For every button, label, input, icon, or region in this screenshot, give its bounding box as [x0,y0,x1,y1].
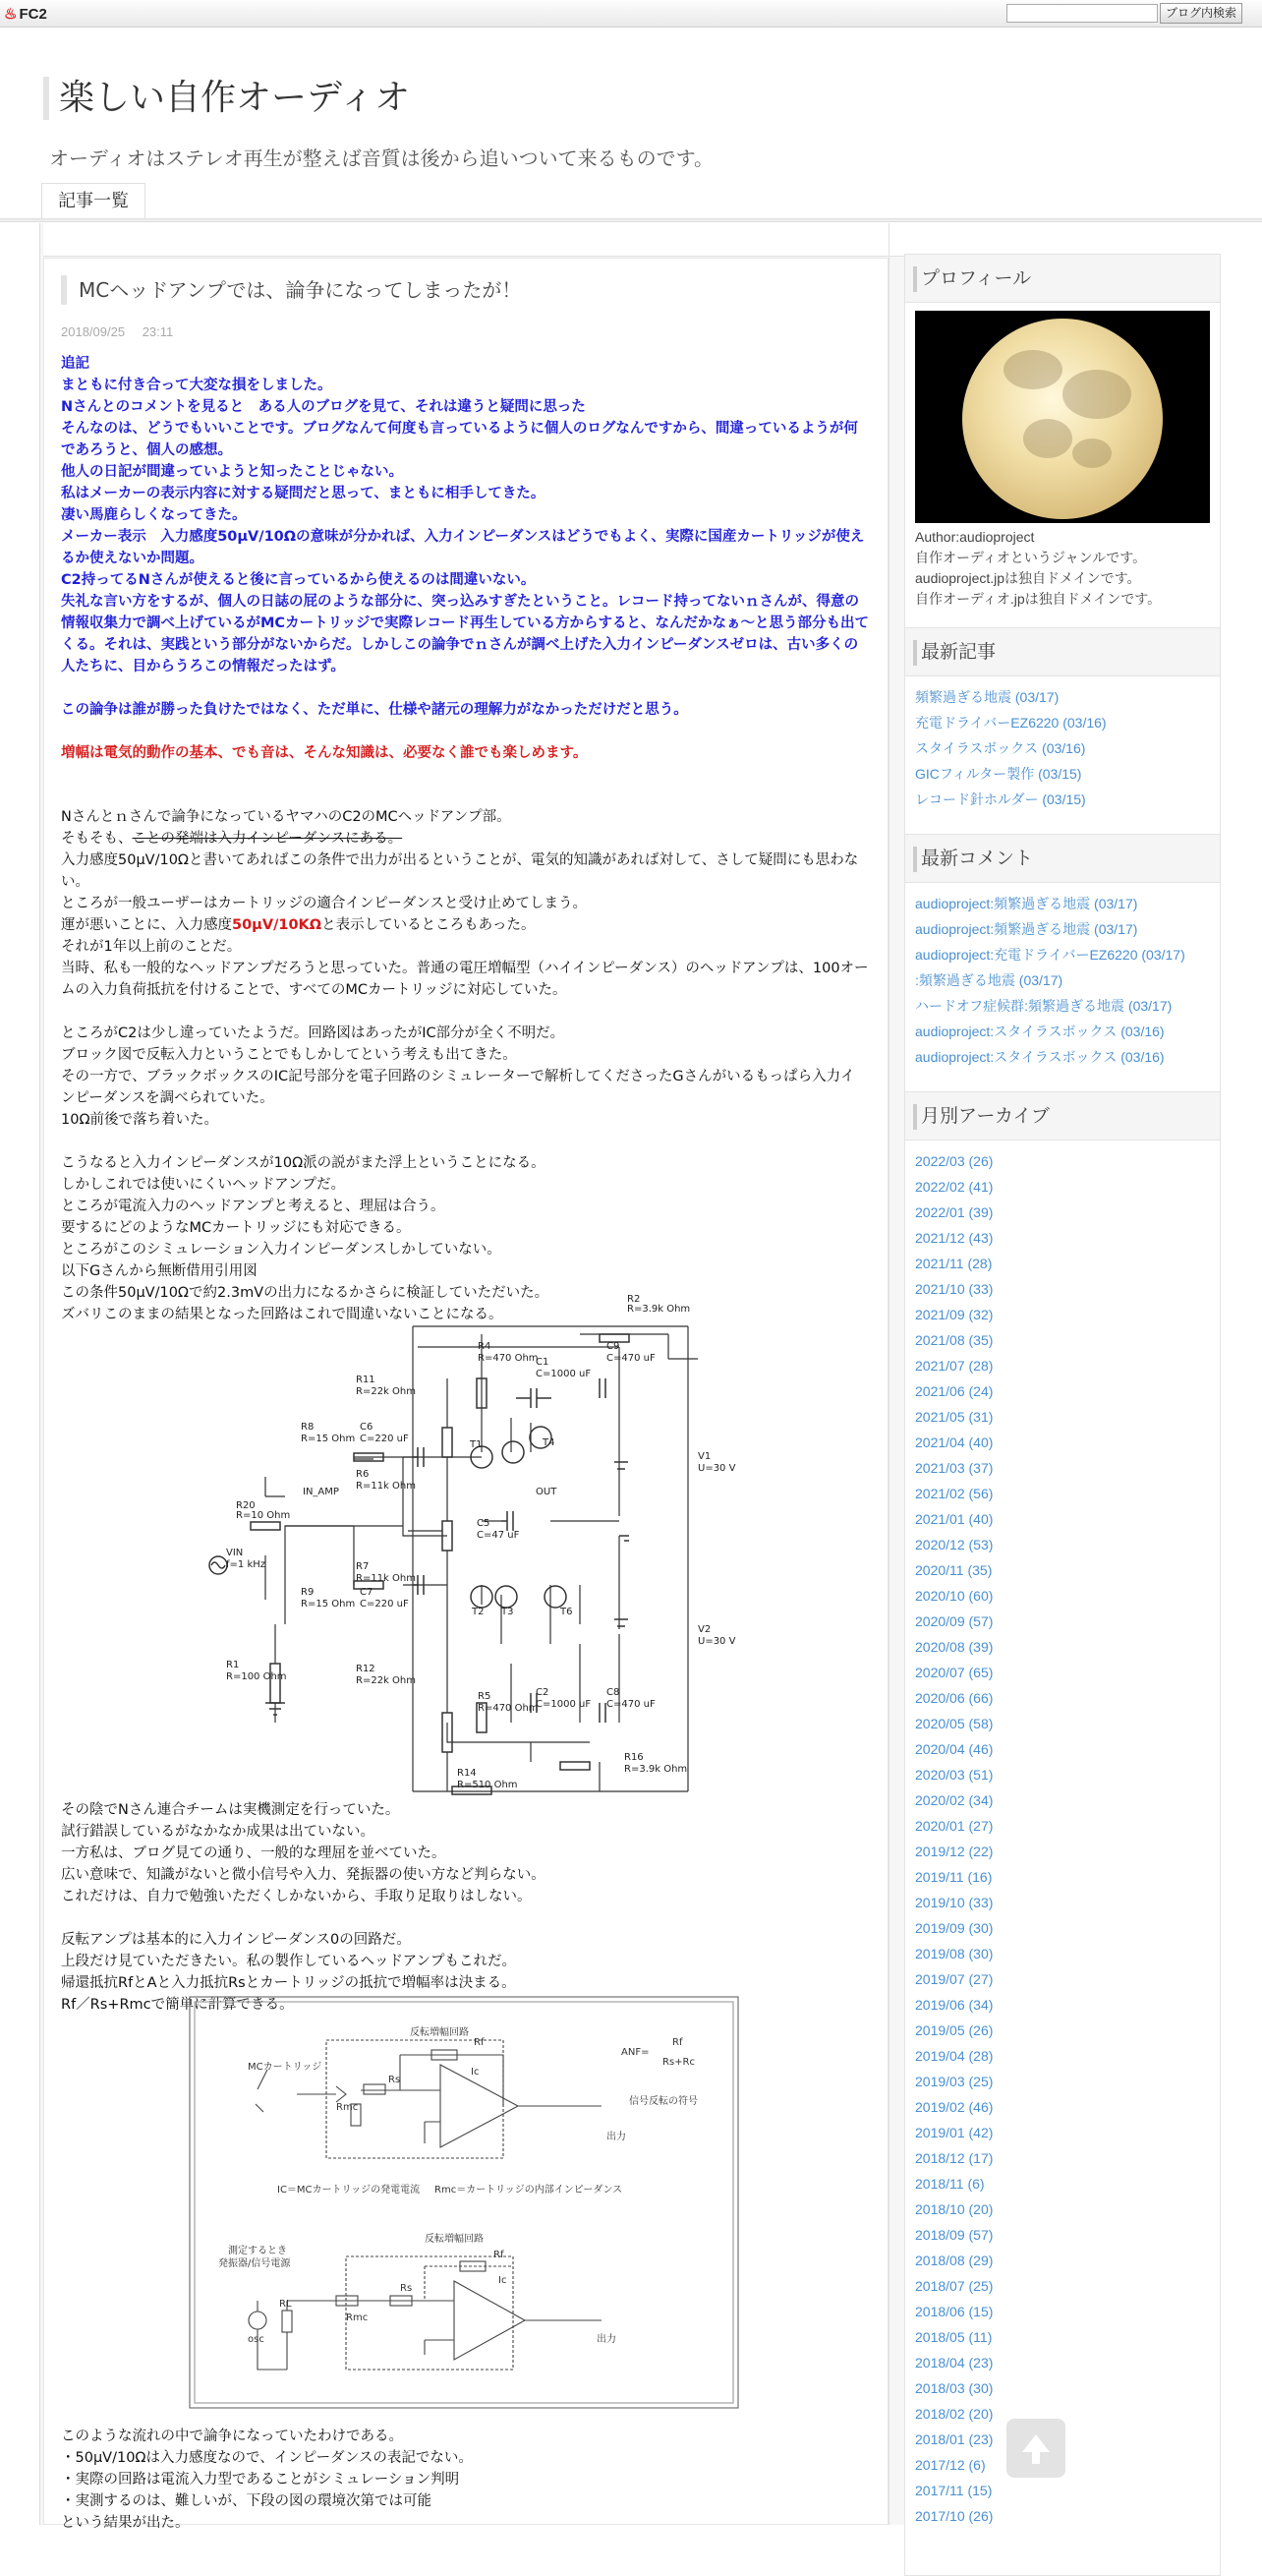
label-c7-value: C=220 uF [360,1599,409,1610]
label-r20: R20 [236,1500,256,1511]
diagram-anf-denominator: Rs+Rc [662,2057,695,2068]
text-line: 帰還抵抗RfとAと入力抵抗Rsとカートリッジの抵抗で増幅率は決まる。 [61,1975,516,1991]
label-c2: C2 [536,1687,549,1698]
archive-month-link[interactable]: 2018/09 (57) [915,2227,994,2243]
label-c9-value: C=470 uF [606,1353,656,1364]
archive-month-link[interactable]: 2019/08 (30) [915,1946,994,1961]
content-top-strip [43,223,1221,257]
archive-month-link[interactable]: 2019/03 (25) [915,2074,994,2089]
archive-month-link[interactable]: 2020/01 (27) [915,1818,994,1834]
text-line: 一方私は、ブログ見ての通り、一般的な理屈を並べていた。 [61,1845,446,1861]
diagram-rmc2-label: Rmc [346,2313,369,2323]
text-line: ところが一般ユーザーはカートリッジの適合インピーダンスと受け止めてしまう。 [61,896,588,911]
archive-month-link[interactable]: 2018/02 (20) [915,2406,994,2422]
label-r8: R8 [301,1422,315,1433]
diagram-ic2-label: Ic [498,2275,507,2286]
diagram-ic-label: Ic [471,2067,480,2078]
label-c7: C7 [360,1587,373,1598]
diagram-mc-label: MCカートリッジ [248,2062,322,2073]
label-r12-value: R=22k Ohm [356,1675,416,1686]
archive-month-link[interactable]: 2018/03 (30) [915,2380,994,2396]
archive-month-link[interactable]: 2018/06 (15) [915,2304,994,2319]
nav-divider [0,218,1262,222]
recent-comment-link[interactable]: audioproject:充電ドライバーEZ6220 (03/17) [915,947,1185,963]
diagram-out2-label: 出力 [597,2334,616,2345]
archive-month-link[interactable]: 2021/05 (31) [915,1409,994,1425]
text-line: ・実際の回路は電流入力型であることがシミュレーション判明 [61,2472,460,2488]
text-line: しかしこれでは使いにくいヘッドアンプだ。 [61,1177,345,1193]
label-r9-value: R=15 Ohm [301,1599,356,1610]
blue-line: メーカー表示 入力感度50μV/10Ωの意味が分かれば、入力インピーダンスはどうでもよく、実際に国産カートリッジが使えるか使えないか問題。 [61,529,865,566]
article-date [61,324,187,339]
blog-description: オーディオはステレオ再生が整えば音質は後から追いついて来るものです。 [49,146,714,170]
archive-month-link[interactable]: 2018/04 (23) [915,2355,994,2371]
label-c8-value: C=470 uF [606,1699,656,1710]
label-r6: R6 [356,1469,370,1480]
text-line: 上段だけ見ていただきたい。私の製作しているヘッドアンプもこれだ。 [61,1954,516,1969]
label-out: OUT [536,1487,557,1497]
text-line: ・50μV/10Ωは入力感度なので、インピーダンスの表記でない。 [61,2450,473,2466]
label-r1: R1 [226,1660,240,1670]
archive-month-link[interactable]: 2017/11 (15) [915,2483,993,2498]
inverting-amp-diagram-image [189,1996,739,2409]
archive-month-link[interactable]: 2018/10 (20) [915,2201,994,2217]
recent-comment-link[interactable]: audioproject:頻繁過ぎる地震 (03/17) [915,896,1138,911]
archive-month-link[interactable]: 2020/03 (51) [915,1767,994,1783]
scroll-to-top-button[interactable] [1006,2419,1065,2478]
text-line: 反転アンプは基本的に入力インピーダンス0の回路だ。 [61,1932,411,1948]
label-r12: R12 [356,1664,375,1674]
diagram-rs2-label: Rs [400,2283,413,2294]
archive-month-link[interactable]: 2019/02 (46) [915,2099,994,2115]
profile-line: audioproject.jpは独自ドメインです。 [915,570,1141,586]
archive-month-link[interactable]: 2019/05 (26) [915,2022,994,2038]
label-r6-value: R=11k Ohm [356,1481,416,1492]
text-line: その陰でNさん連合チームは実機測定を行っていた。 [61,1802,400,1818]
archive-month-link[interactable]: 2018/12 (17) [915,2150,994,2166]
archive-month-link[interactable]: 2021/07 (28) [915,1358,994,1374]
blue-line: 追記 [61,356,89,372]
red-highlight: 50μV/10KΩ [232,917,322,933]
archive-month-link[interactable]: 2019/01 (42) [915,2125,994,2140]
recent-comment-link[interactable]: :頻繁過ぎる地震 (03/17) [915,972,1063,988]
headamp-schematic-image [206,1290,737,1801]
archive-month-link[interactable]: 2020/11 (35) [915,1562,993,1578]
text-line: ・実測するのは、難しいが、下段の図の環境次第では可能 [61,2493,431,2509]
label-vin: VIN [226,1548,244,1558]
archive-month-link[interactable]: 2021/04 (40) [915,1434,994,1450]
fc2-logo-icon: ♨ [4,6,18,23]
label-v1: V1 [698,1451,712,1462]
sidebar-recent-comments [904,834,1221,1125]
text-line: ところがこのシミュレーション入力インピーダンスしかしていない。 [61,1242,501,1258]
article-date-day: 2018/09/25 [61,324,126,339]
text-line: 入力感度50μV/10Ωと書いてあればこの条件で出力が出るということが、電気的知識があれば対して、さして疑問にも思わない。 [61,852,859,890]
label-vin-value: f=1 kHz [226,1559,265,1570]
blue-line: 失礼な言い方をするが、個人の日誌の屁のような部分に、突っ込みすぎたということ。レコード持ってないｎさんが、得意の情報収集力で調べ上げているがMCカートリッジで実際レコード再生している方からすると、なんだかなぁ～と思う部分も出てくる。それは、実践という部分がないからだ。しかしこの論争でｎさんが調べ上げた入力インピーダンスゼロは、古い多くの人たちに、目からうろこの情報だったはず。 [61,594,869,674]
text-line: 当時、私も一般的なヘッドアンプだろうと思っていた。普通の電圧増幅型（ハイインピーダンス）のヘッドアンプは、100オームの入力負荷抵抗を付けることで、すべてのMCカートリッジに対応していた。 [61,961,869,998]
label-r16: R16 [624,1752,644,1763]
diagram-top-title: 反転増幅回路 [410,2027,469,2038]
article-para-4 [61,1799,869,2016]
text-line: このような流れの中で論争になっていたわけである。 [61,2429,403,2444]
recent-comments-heading: 最新コメント [904,834,1221,883]
label-c1: C1 [536,1357,549,1368]
archive-month-link[interactable]: 2021/01 (40) [915,1511,994,1527]
label-r9: R9 [301,1587,315,1598]
recent-posts-heading: 最新記事 [904,627,1221,676]
label-c8: C8 [606,1687,620,1698]
sidebar-recent-posts [904,627,1221,836]
text-line: という結果が出た。 [61,2515,190,2531]
archive-month-link[interactable]: 2020/09 (57) [915,1613,994,1629]
recent-post-link[interactable]: 頻繁過ぎる地震 (03/17) [915,689,1060,705]
fc2-toolbar [0,0,1262,28]
label-r20-value: R=10 Ohm [236,1510,291,1521]
archive-month-link[interactable]: 2020/10 (60) [915,1588,994,1604]
diagram-out-label: 出力 [606,2132,626,2142]
nav-tab-article-list[interactable]: 記事一覧 [41,183,145,218]
diagram-sign-label: 信号反転の符号 [629,2096,698,2107]
text-line: こうなると入力インピーダンスが10Ω派の説がまた浮上ということになる。 [61,1155,545,1171]
blog-search-button[interactable]: ブログ内検索 [1160,3,1242,24]
label-r5: R5 [478,1691,491,1702]
label-r5-value: R=470 Ohm [478,1703,539,1714]
diagram-rs-label: Rs [388,2075,401,2085]
label-c5-value: C=47 uF [477,1530,520,1541]
label-r2-value: R=3.9k Ohm [627,1304,691,1315]
label-v2-value: U=30 V [698,1636,736,1647]
label-v2: V2 [698,1624,712,1635]
label-r11-value: R=22k Ohm [356,1386,416,1397]
label-v1-value: U=30 V [698,1463,736,1474]
fc2-logo[interactable]: ♨ FC2 [4,6,47,23]
blue-conclusion: この論争は誰が勝った負けたではなく、ただ単に、仕様や諸元の理解力がなかっただけだと思う。 [61,702,688,718]
blog-search-input[interactable] [1006,4,1158,23]
label-r14: R14 [457,1768,477,1779]
archive-month-link[interactable]: 2019/07 (27) [915,1971,994,1987]
archive-month-link[interactable]: 2021/11 (28) [915,1256,993,1271]
archive-month-link[interactable]: 2018/11 (6) [915,2176,985,2192]
archive-month-link[interactable]: 2020/08 (39) [915,1639,994,1655]
archive-month-link[interactable]: 2021/02 (56) [915,1486,994,1501]
label-t6: T6 [560,1607,573,1617]
label-r4-value: R=470 Ohm [478,1353,539,1364]
archive-month-link[interactable]: 2021/08 (35) [915,1332,994,1348]
label-r4: R4 [478,1341,491,1352]
archive-month-link[interactable]: 2021/09 (32) [915,1307,994,1322]
archive-month-link[interactable]: 2020/05 (58) [915,1716,994,1731]
label-r8-value: R=15 Ohm [301,1434,356,1444]
archive-heading: 月別アーカイブ [904,1091,1221,1141]
label-t3: T3 [501,1607,514,1617]
article-title[interactable]: MCヘッドアンプでは、論争になってしまったが！ [61,275,521,305]
label-r7: R7 [356,1561,370,1572]
recent-post-link[interactable]: 充電ドライバーEZ6220 (03/16) [915,715,1107,731]
archive-month-link[interactable]: 2017/10 (26) [915,2508,994,2524]
archive-month-link[interactable]: 2018/07 (25) [915,2278,994,2294]
archive-month-link[interactable]: 2019/06 (34) [915,1997,994,2013]
text-line: 10Ω前後で落ち着いた。 [61,1112,219,1128]
sidebar-profile [904,254,1221,661]
label-in-amp: IN_AMP [303,1487,339,1497]
archive-month-link[interactable]: 2021/03 (37) [915,1460,994,1476]
label-r7-value: R=11k Ohm [356,1573,416,1584]
label-r14-value: R=510 Ohm [457,1780,518,1790]
archive-month-link[interactable]: 2022/03 (26) [915,1153,994,1169]
label-t4: T4 [543,1437,555,1448]
text-line: 以下Gさんから無断借用引用図 [61,1263,258,1279]
sidebar-monthly-archive [904,1091,1221,2576]
profile-heading: プロフィール [904,254,1221,303]
label-c9: C9 [606,1341,620,1352]
diagram-rf-label: Rf [474,2037,485,2048]
diagram-note-ic: IC＝MCカートリッジの発電電流 [277,2185,421,2195]
blog-header [0,28,1262,224]
article-date-time: 23:11 [142,324,174,339]
diagram-rl-label: RL [279,2299,292,2310]
archive-month-link[interactable]: 2018/08 (29) [915,2253,994,2268]
text-line: この条件50μV/10Ωで約2.3mVの出力になるかさらに検証していただいた。 [61,1285,549,1301]
archive-month-link[interactable]: 2021/12 (43) [915,1230,994,1246]
archive-month-link[interactable]: 2018/01 (23) [915,2431,994,2447]
text-line: これだけは、自力で勉強いただくしかないから、手取り足取りはしない。 [61,1889,532,1904]
text-line: ところがC2は少し違っていたようだ。回路図はあったがIC部分が全く不明だ。 [61,1025,565,1041]
archive-month-link[interactable]: 2019/04 (28) [915,2048,994,2064]
label-r2: R2 [627,1294,641,1305]
text-line: ところが電流入力のヘッドアンプと考えると、理屈は合う。 [61,1199,445,1214]
profile-author: Author:audioproject [915,529,1035,545]
archive-month-link[interactable]: 2020/06 (66) [915,1690,994,1706]
text-line: 運が悪いことに、入力感度50μV/10KΩと表示しているところもあった。 [61,917,536,933]
text-line: ブロック図で反転入力ということでもしかしてという考えも出てきた。 [61,1047,517,1063]
recent-comment-link[interactable]: audioproject:スタイラスボックス (03/16) [915,1049,1165,1065]
recent-post-link[interactable]: レコード針ホルダー (03/15) [915,791,1086,807]
text-line: 要するにどのようなMCカートリッジにも対応できる。 [61,1220,411,1236]
label-t2: T2 [472,1607,485,1617]
archive-month-link[interactable]: 2018/05 (11) [915,2329,993,2345]
profile-line: 自作オーディオ.jpは独自ドメインです。 [915,591,1162,607]
archive-month-link[interactable]: 2020/12 (53) [915,1537,994,1552]
archive-month-link[interactable]: 2020/02 (34) [915,1792,994,1808]
recent-comment-link[interactable]: audioproject:スタイラスボックス (03/16) [915,1024,1165,1039]
diagram-note-rmc: Rmc＝カートリッジの内部インピーダンス [434,2185,623,2195]
label-t1: T1 [470,1439,483,1450]
archive-month-link[interactable]: 2022/01 (39) [915,1204,994,1220]
diagram-rmc-label: Rmc [336,2102,359,2113]
archive-month-link[interactable]: 2020/07 (65) [915,1665,994,1680]
text-line: 試行錯誤しているがなかなか成果は出ていない。 [61,1824,374,1840]
blue-line: まともに付き合って大変な損をしました。 [61,378,332,393]
recent-post-link[interactable]: スタイラスボックス (03/16) [915,740,1086,756]
text-line: それが1年以上前のことだ。 [61,939,242,955]
recent-comment-link[interactable]: ハードオフ症候群:頻繁過ぎる地震 (03/17) [915,998,1173,1014]
archive-month-link[interactable]: 2020/04 (46) [915,1741,994,1757]
label-c6: C6 [360,1422,373,1433]
diagram-anf-label: ANF= [621,2047,650,2058]
recent-post-link[interactable]: GICフィルター製作 (03/15) [915,766,1082,782]
archive-month-link[interactable]: 2021/06 (24) [915,1383,994,1399]
blue-line: 私はメーカーの表示内容に対する疑問だと思って、まともに相手してきた。 [61,486,545,501]
blue-line: 凄い馬鹿らしくなってきた。 [61,507,247,523]
blue-line: 他人の日記が間違っていようと知ったことじゃない。 [61,464,403,480]
archive-month-link[interactable]: 2019/11 (16) [915,1869,993,1885]
recent-comment-link[interactable]: audioproject:頻繁過ぎる地震 (03/17) [915,921,1138,937]
archive-month-link[interactable]: 2019/09 (30) [915,1920,994,1936]
profile-moon-image [915,311,1210,523]
text-line: Rf／Rs+Rmcで簡単に計算できる。 [61,1997,294,2013]
blue-line: そんなのは、どうでもいいことです。ブログなんて何度も言っているように個人のログなんですから、間違っているようが何であろうと、個人の感想。 [61,421,858,458]
text-line: その一方で、ブラックボックスのIC記号部分を電子回路のシミュレーターで解析してくださったGさんがいるもっぱら入力インピーダンスを調べられていた。 [61,1069,855,1106]
text-line: Nさんとｎさんで論争になっているヤマハのC2のMCヘッドアンプ部。 [61,809,511,825]
text-line: そもそも、ことの発端は入力インピーダンスにある。 [61,831,403,847]
text-line: ズバリこのままの結果となった回路はこれで間違いないことになる。 [61,1307,503,1322]
diagram-measure-label: 測定するとき [228,2246,287,2256]
archive-month-link[interactable]: 2021/10 (33) [915,1281,994,1297]
diagram-anf-numerator: Rf [672,2037,683,2048]
diagram-osc-symbol: osc [248,2334,264,2345]
diagram-rf2-label: Rf [493,2250,504,2260]
label-r11: R11 [356,1375,375,1385]
struck-text: ことの発端は入力インピーダンスにある。 [132,831,403,847]
profile-line: 自作オーディオというジャンルです。 [915,550,1147,565]
blog-title[interactable]: 楽しい自作オーディオ [43,77,410,120]
label-r16-value: R=3.9k Ohm [624,1764,688,1775]
blue-line: Nさんとのコメントを見ると ある人のブログを見て、それは違うと疑問に思った [61,399,586,415]
archive-month-link[interactable]: 2017/12 (6) [915,2457,986,2473]
diagram-osc-label: 発振器/信号電源 [218,2258,291,2269]
label-c6-value: C=220 uF [360,1434,409,1444]
archive-month-link[interactable]: 2019/10 (33) [915,1895,994,1910]
red-line: 増幅は電気的動作の基本、でも音は、そんな知識は、必要なく誰でも楽しめます。 [61,745,588,761]
label-r1-value: R=100 Ohm [226,1671,287,1682]
blue-line: C2持ってるNさんが使えると後に言っているから使えるのは間違いない。 [61,572,536,588]
article-para-6 [61,2426,869,2534]
diagram-bottom-title: 反転増幅回路 [425,2234,484,2245]
text-line: 広い意味で、知識がないと微小信号や入力、発振器の使い方など判らない。 [61,1867,545,1883]
archive-month-link[interactable]: 2022/02 (41) [915,1179,994,1195]
label-c1-value: C=1000 uF [536,1369,592,1379]
archive-month-link[interactable]: 2019/12 (22) [915,1844,994,1859]
article-body-blue [61,353,869,764]
article-para-1 [61,806,869,1325]
label-c2-value: C=1000 uF [536,1699,592,1710]
label-c5: C5 [477,1518,490,1529]
